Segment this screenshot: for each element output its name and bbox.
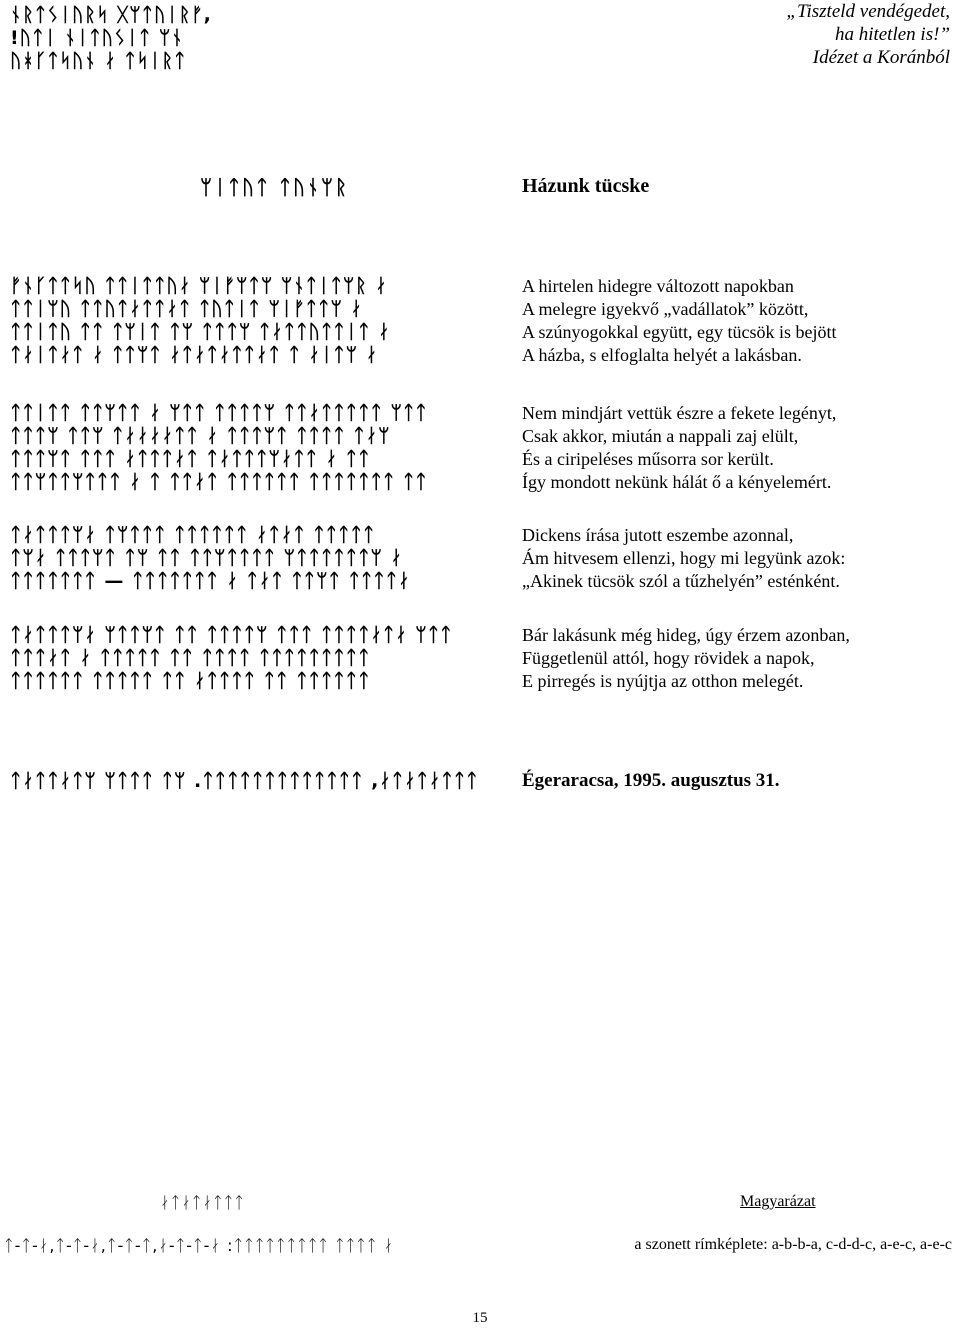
stanza-2-line-3: És a ciripeléses műsorra sor került. xyxy=(522,449,774,469)
rune-stanza-1-line-2: ᛏᛏᛁᛘᚢ ᛏᛏᚢᛏᛅᛏᛏᛅᛏ ᛏᚢᛏᛁᛏ ᛘᛁᚠᛏᛏᛘ ᛅ xyxy=(10,298,363,320)
stanza-1 xyxy=(522,275,952,367)
note-text: a szonett rímképlete: a-b-b-a, c-d-d-c, a-e-c, a-e-c xyxy=(634,1236,952,1253)
stanza-4-line-1: Bár lakásunk még hideg, úgy érzem azonban, xyxy=(522,625,850,645)
stanza-3-line-3: „Akinek tücsök szól a tűzhelyén” esténként. xyxy=(522,571,840,591)
rune-stanza-2-line-1: ᛏᛏᛁᛏᛏ ᛏᛏᛘᛏᛏ ᛅ ᛘᛏᛏ ᛏᛏᛏᛏᛘ ᛏᛏᛅᛏᛏᛏᛏᛏ ᛘᛏᛏ xyxy=(10,402,428,424)
rune-stanza-1-line-1: ᚠᚾᚴᛏᛏᛋᚢ ᛏᛏᛁᛏᛏᚢᛅ ᛘᛁᚠᛘᛏᛘ ᛘᚾᛏᛁᛏᛘᚱ ᛅ xyxy=(10,275,388,297)
rune-title: ᛘᛁᛏᚢᛏ ᛏᚢᚾᛘᚱ xyxy=(200,175,349,199)
rune-stanza-2-line-3: ᛏᛏᛏᛘᛏ ᛏᛏᛏ ᛅᛏᛏᛏᛅᛏ ᛏᛅᛏᛏᛏᛘᛅᛏᛏ ᛅ ᛏᛏ xyxy=(10,448,371,470)
stanza-4 xyxy=(522,624,952,693)
stanza-2 xyxy=(522,402,952,494)
stanza-3-line-2: Ám hitvesem ellenzi, hogy mi legyünk azok: xyxy=(522,548,846,568)
epigraph xyxy=(650,0,950,69)
stanza-1-line-2: A melegre igyekvő „vadállatok” között, xyxy=(522,299,809,319)
rune-quote-line-2: !ᚢᛏᛁ ᚾᛁᛏᚢᛊᛁᛏ ᛘᚾ xyxy=(10,27,184,49)
rune-note-text: ᛏ-ᛏ-ᛅ,ᛏ-ᛏ-ᛅ,ᛏ-ᛏ-ᛏ,ᛅ-ᛏ-ᛏ-ᛅ :ᛏᛏᛏᛏᛏᛏᛏᛏᛏ ᛏᛏᛏᛏ ᛅ xyxy=(4,1236,395,1255)
note-title: Magyarázat xyxy=(740,1193,816,1210)
rune-stanza-4-line-3: ᛏᛏᛏᛏᛏᛏ ᛏᛏᛏᛏᛏ ᛏᛏ ᛅᛏᛏᛏᛏ ᛏᛏ ᛏᛏᛏᛏᛏᛏ xyxy=(10,670,371,692)
rune-stanza-4-line-2: ᛏᛏᛏᛅᛏ ᛅ ᛏᛏᛏᛏᛏ ᛏᛏ ᛏᛏᛏᛏ ᛏᛏᛏᛏᛏᛏᛏᛏᛏ xyxy=(10,647,371,669)
epigraph-source: Idézet a Koránból xyxy=(812,47,950,68)
stanza-2-line-1: Nem mindjárt vettük észre a fekete legényt, xyxy=(522,403,837,423)
stanza-3 xyxy=(522,524,952,593)
rune-stanza-3-line-3: ᛏᛏᛏᛏᛏᛏᛏ — ᛏᛏᛏᛏᛏᛏᛏ ᛅ ᛏᛅᛏ ᛏᛏᛘᛏ ᛏᛏᛏᛏᛅ xyxy=(10,570,411,592)
stanza-1-line-3: A szúnyogokkal együtt, egy tücsök is bejött xyxy=(522,322,837,342)
rune-stanza-3-line-2: ᛏᛘᛅ ᛏᛏᛏᛘᛏ ᛏᛘ ᛏᛏ ᛏᛏᛘᛏᛏᛏᛏ ᛘᛏᛏᛏᛏᛏᛏᛘ ᛅ xyxy=(10,547,403,569)
rune-stanza-3-line-1: ᛏᛅᛏᛏᛏᛘᛅ ᛏᛘᛏᛏᛏ ᛏᛏᛏᛏᛏᛏ ᛅᛏᛅᛏ ᛏᛏᛏᛏᛏ xyxy=(10,524,376,546)
rune-stanza-4-line-1: ᛏᛅᛏᛏᛏᛘᛅ ᛘᛏᛏᛘᛏ ᛏᛏ ᛏᛏᛏᛏᛘ ᛏᛏᛏ ᛏᛏᛏᛏᛅᛏᛅ ᛘᛏᛏ xyxy=(10,624,453,646)
epigraph-line-2: ha hitetlen is!” xyxy=(834,24,950,45)
poem-title: Házunk tücske xyxy=(522,175,650,197)
signature: Égeraracsa, 1995. augusztus 31. xyxy=(522,770,780,791)
rune-note-title: ᛅᛏᛅᛏᛅᛏᛏᛏ xyxy=(160,1193,245,1212)
rune-quote-line-1: ᚾᚱᛏᛊᛁᚢᚱᛋ ᚷᛘᛏᚢᛁᚱᚠ, xyxy=(10,4,212,26)
stanza-2-line-2: Csak akkor, miután a nappali zaj elült, xyxy=(522,426,799,446)
stanza-3-line-1: Dickens írása jutott eszembe azonnal, xyxy=(522,525,794,545)
stanza-4-line-3: E pirregés is nyújtja az otthon melegét. xyxy=(522,671,804,691)
rune-quote-line-3: ᚢᚼᚴᛏᛋᚢᚾ ᛅ ᛏᛋᛁᚱᛏ xyxy=(10,50,187,72)
epigraph-line-1: „Tiszteld vendégedet, xyxy=(786,1,950,22)
stanza-2-line-4: Így mondott nekünk hálát ő a kényelemért. xyxy=(522,472,832,492)
stanza-1-line-4: A házba, s elfoglalta helyét a lakásban. xyxy=(522,345,802,365)
rune-stanza-1-line-3: ᛏᛏᛁᛏᚢ ᛏᛏ ᛏᛘᛁᛏ ᛏᛘ ᛏᛏᛏᛘ ᛏᛅᛏᛏᚢᛏᛏᛁᛏ ᛅ xyxy=(10,321,391,343)
rune-stanza-2-line-4: ᛏᛏᛘᛏᛏᛘᛏᛏᛏ ᛅ ᛏ ᛏᛏᛅᛏ ᛏᛏᛏᛏᛏᛏ ᛏᛏᛏᛏᛏᛏᛏ ᛏᛏ xyxy=(10,471,428,493)
rune-stanza-2-line-2: ᛏᛏᛏᛘ ᛏᛏᛘ ᛏᛅᛅᛅᛅᛏᛏ ᛅ ᛏᛏᛏᛘᛏ ᛏᛏᛏᛏ ᛏᛅᛘ xyxy=(10,425,391,447)
rune-signature: ᛏᛅᛏᛏᛅᛏᛘ ᛘᛏᛏᛏ ᛏᛘ .ᛏᛏᛏᛏᛏᛏᛏᛏᛏᛏᛏᛏᛏ ,ᛅᛏᛅᛏᛅᛏᛏᛏ xyxy=(10,770,479,792)
stanza-1-line-1: A hirtelen hidegre változott napokban xyxy=(522,276,794,296)
page-number: 15 xyxy=(472,1310,488,1326)
stanza-4-line-2: Függetlenül attól, hogy rövidek a napok, xyxy=(522,648,815,668)
rune-stanza-1-line-4: ᛏᛅᛁᛏᛅᛏ ᛅ ᛏᛏᛘᛏ ᛅᛏᛅᛏᛅᛏᛏᛅᛏ ᛏ ᛅᛁᛏᛘ ᛅ xyxy=(10,344,379,366)
